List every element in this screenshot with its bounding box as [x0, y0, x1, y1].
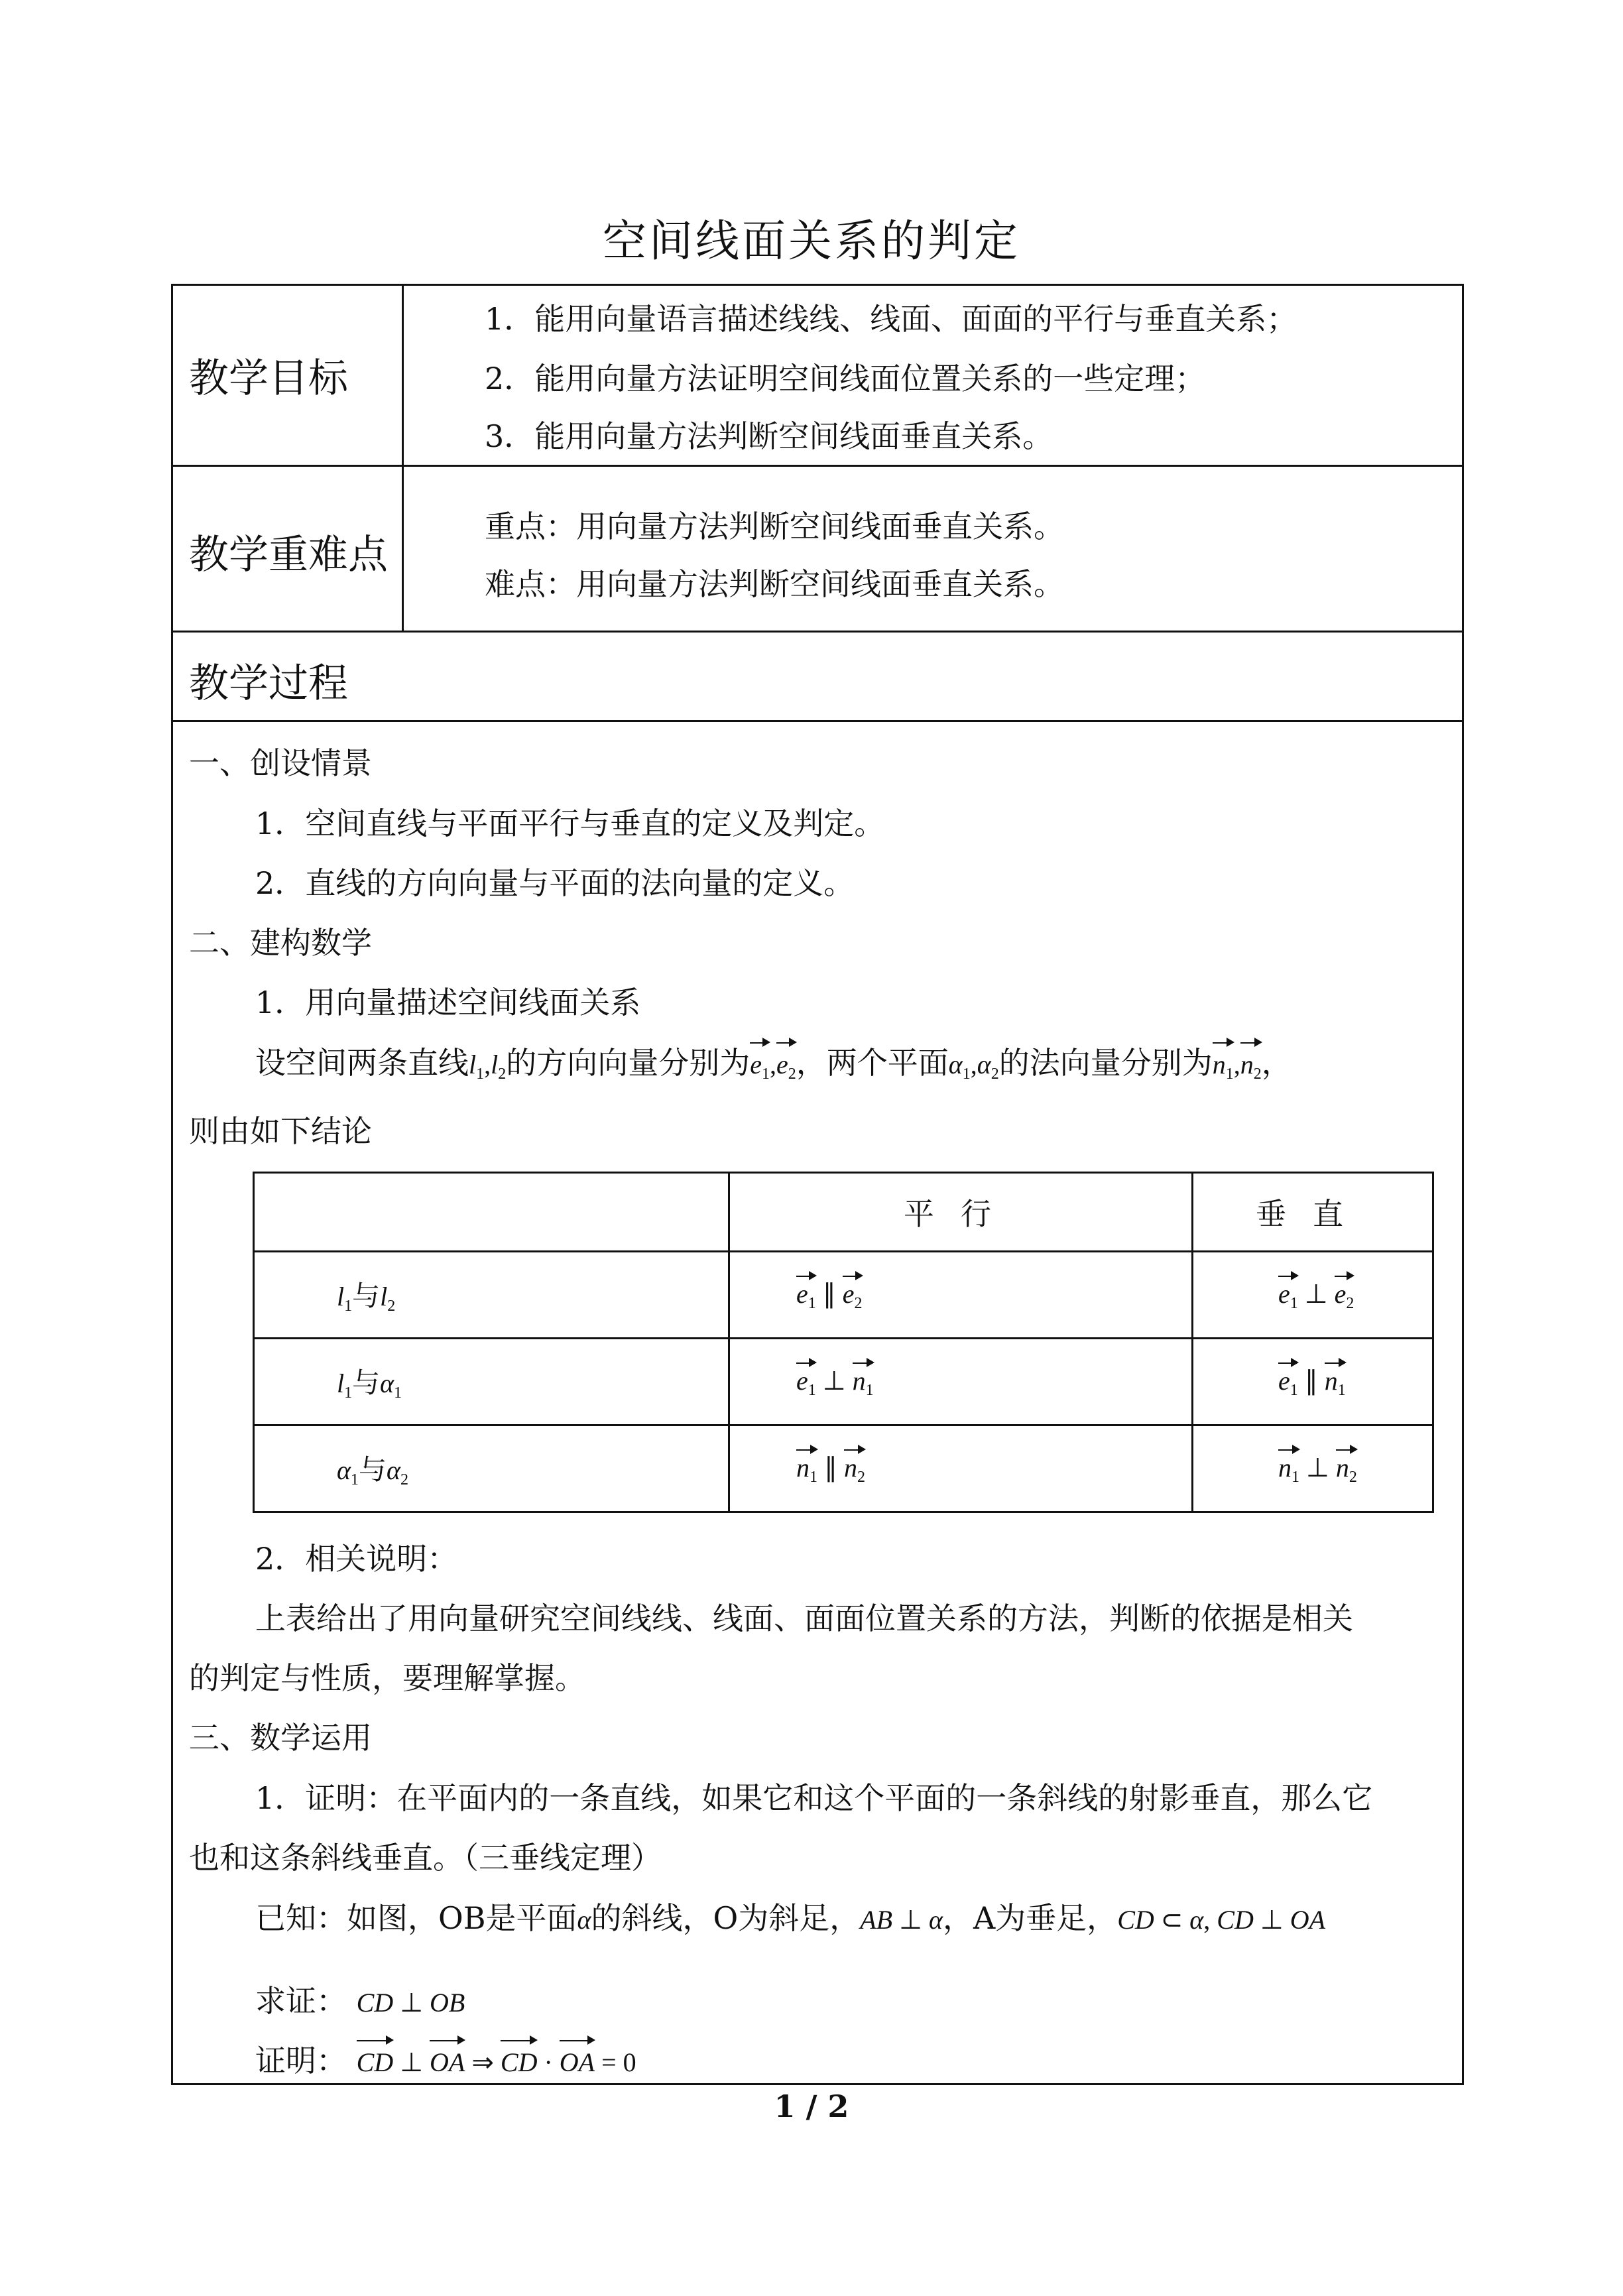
content-line: 2．直线的方向向量与平面的法向量的定义。 [255, 865, 855, 901]
table-cell: $l_1$与$\alpha_1$ [254, 1339, 729, 1425]
section-heading: 一、创设情景 [189, 745, 372, 781]
content-line [255, 1043, 1292, 1094]
page-number: 1 / 2 [774, 2088, 849, 2124]
text-run: 已知：如图，OB是平面 [255, 1900, 577, 1936]
objectives-label: 教学目标 [189, 355, 348, 402]
text-run: ，两个平面 [796, 1045, 949, 1081]
content-line: 的判定与性质，要理解掌握。 [189, 1660, 585, 1696]
table-header-cell [254, 1173, 729, 1252]
process-label: 教学过程 [189, 660, 348, 707]
content-line: 则由如下结论 [189, 1113, 372, 1149]
text-run: 的方向向量分别为 [506, 1045, 751, 1081]
section-heading: 三、数学运用 [189, 1720, 372, 1756]
section-heading: 二、建构数学 [189, 925, 372, 961]
table-cell: $n_1$ ⊥ $n_2$ [1193, 1425, 1433, 1512]
table-row [254, 1339, 1433, 1425]
objective-item: 1．能用向量语言描述线线、线面、面面的平行与垂直关系； [485, 301, 1297, 337]
text-run: 求证： [255, 1983, 347, 2019]
content-line: 1．用向量描述空间线面关系 [255, 985, 641, 1020]
math-expression: $l_1,l_2$ [469, 1050, 507, 1083]
math-expression: CD ⊥ OA ⇒ CD · OA = 0 [357, 2047, 636, 2077]
text-run: 设空间两条直线 [255, 1045, 469, 1081]
table-cell: $e_1$ ∥ $e_2$ [729, 1252, 1193, 1339]
table-cell: $e_1$ ⊥ $n_1$ [729, 1339, 1193, 1425]
text-run: 的法向量分别为 [998, 1045, 1213, 1081]
row-divider [173, 720, 1462, 722]
math-expression: CD ⊥ OB [356, 1988, 465, 2018]
content-line: 1．空间直线与平面平行与垂直的定义及判定。 [255, 806, 885, 841]
content-line: 1．证明：在平面内的一条直线，如果它和这个平面的一条斜线的射影垂直，那么它 [255, 1780, 1373, 1816]
math-expression: $n_1,n_2$ [1213, 1050, 1262, 1079]
table-cell: $l_1$与$l_2$ [254, 1252, 729, 1339]
table-header-perpendicular: 垂直 [1193, 1173, 1433, 1252]
math-expression: AB ⊥ α [860, 1905, 943, 1935]
table-cell: $e_1$ ∥ $n_1$ [1193, 1339, 1433, 1425]
column-divider [402, 286, 404, 631]
content-line: 上表给出了用向量研究空间线线、线面、面面位置关系的方法，判断的依据是相关 [255, 1601, 1353, 1636]
difficult-point-item: 难点：用向量方法判断空间线面垂直关系。 [485, 566, 1064, 602]
table-row [254, 1425, 1433, 1512]
math-expression: α [577, 1905, 591, 1935]
content-line: 也和这条斜线垂直。（三垂线定理） [189, 1840, 662, 1876]
math-expression: $\alpha_1,\alpha_2$ [948, 1050, 999, 1083]
relation-table [253, 1172, 1434, 1513]
table-cell: $\alpha_1$与$\alpha_2$ [254, 1425, 729, 1512]
math-expression: $e_1,e_2$ [750, 1050, 796, 1079]
content-line: 2．相关说明： [255, 1541, 458, 1577]
lesson-plan-frame [171, 284, 1464, 2085]
table-cell: $e_1$ ⊥ $e_2$ [1193, 1252, 1433, 1339]
table-cell: $n_1$ ∥ $n_2$ [729, 1425, 1193, 1512]
table-header-parallel: 平行 [729, 1173, 1193, 1252]
objective-item: 3．能用向量方法判断空间线面垂直关系。 [485, 418, 1053, 454]
key-point-item: 重点：用向量方法判断空间线面垂直关系。 [485, 509, 1064, 544]
table-header-row [254, 1173, 1433, 1252]
row-divider [173, 631, 1462, 633]
given-line [255, 1898, 1325, 1940]
row-divider [173, 465, 1462, 467]
table-row [254, 1252, 1433, 1339]
math-expression: CD ⊂ α, CD ⊥ OA [1117, 1905, 1326, 1935]
objective-item: 2．能用向量方法证明空间线面位置关系的一些定理； [485, 361, 1206, 396]
text-run: ，A为垂足， [942, 1900, 1118, 1936]
text-run: ， [1261, 1045, 1292, 1081]
page-title: 空间线面关系的判定 [603, 215, 1020, 267]
prove-line [255, 1981, 465, 2023]
proof-line [255, 2041, 636, 2083]
text-run: 的斜线，O为斜足， [591, 1900, 861, 1936]
key-points-label: 教学重难点 [189, 532, 388, 578]
text-run: 证明： [255, 2043, 347, 2079]
